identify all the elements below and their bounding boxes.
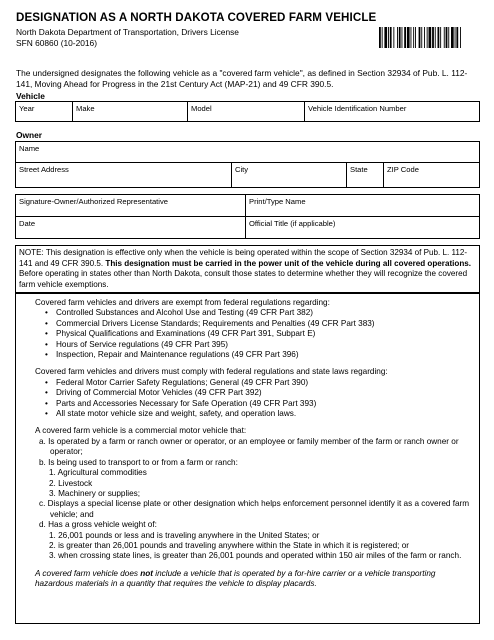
definition-b: b. Is being used to transport to or from a farm or ranch: bbox=[39, 457, 238, 467]
vehicle-vin-field[interactable]: Vehicle Identification Number bbox=[308, 104, 407, 113]
owner-street-field[interactable]: Street Address bbox=[16, 163, 232, 187]
definition-a: a. Is operated by a farm or ranch owner or operator, or an employee or family member of the farm or ranch owner or operator; bbox=[39, 436, 459, 457]
definition-c: c. Displays a special license plate or other designation which helps enforcement personnel identify it as a covered farm vehicle; and bbox=[39, 499, 470, 519]
list-item: • Federal Motor Carrier Safety Regulations; General (49 CFR Part 390) bbox=[45, 378, 473, 388]
closing-text-start: A covered farm vehicle does bbox=[35, 568, 141, 578]
list-item: • Controlled Substances and Alcohol Use and Testing (49 CFR Part 382) bbox=[45, 308, 473, 318]
list-item: • Inspection, Repair and Maintenance regulations (49 CFR Part 396) bbox=[45, 350, 473, 360]
form-number: SFN 60860 (10-2016) bbox=[16, 38, 98, 48]
closing-bold-word: not bbox=[140, 568, 154, 578]
list-item: • Commercial Drivers License Standards; Requirements and Penalties (49 CFR Part 383) bbox=[45, 319, 473, 329]
definition-d: d. Has a gross vehicle weight of: bbox=[39, 520, 157, 530]
vehicle-heading: Vehicle bbox=[16, 91, 45, 101]
print-name-field[interactable]: Print/Type Name bbox=[249, 197, 306, 206]
list-item: 3. when crossing state lines, is greater than 26,001 pounds and operated within 150 air miles of the farm or ranch. bbox=[49, 551, 462, 561]
list-item: 2. Livestock bbox=[49, 478, 93, 488]
note-box bbox=[15, 245, 480, 293]
vehicle-year-field[interactable]: Year bbox=[16, 102, 73, 121]
vehicle-make-field[interactable]: Make bbox=[73, 102, 188, 121]
list-item: 2. is greater than 26,001 pounds and traveling anywhere within the State in which it is registered; or bbox=[49, 540, 410, 550]
list-item: • Physical Qualifications and Examinations (49 CFR Part 391, Subpart E) bbox=[45, 329, 473, 339]
list-item: • Hours of Service regulations (49 CFR Part 395) bbox=[45, 340, 473, 350]
owner-zip-field[interactable]: ZIP Code bbox=[387, 165, 419, 174]
info-box bbox=[15, 293, 480, 624]
exempt-intro: Covered farm vehicles and drivers are exempt from federal regulations regarding: bbox=[35, 298, 330, 307]
department-name: North Dakota Department of Transportation, Drivers License bbox=[16, 27, 239, 37]
comply-intro: Covered farm vehicles and drivers must comply with federal regulations and state laws regarding: bbox=[35, 367, 388, 377]
definition-d-list bbox=[39, 531, 473, 562]
note-bold-text: This designation must be carried in the power unit of the vehicle during all covered operations. bbox=[105, 258, 472, 268]
definition-list bbox=[35, 437, 473, 562]
owner-table bbox=[15, 141, 480, 188]
closing-text-end: include a vehicle that is operated by a for-hire carrier or a vehicle transporting hazardous materials in a quantity that requires the vehicle to display placards. bbox=[35, 568, 436, 589]
owner-city-field[interactable]: City bbox=[232, 163, 347, 187]
note-text-end: Before operating in states other than North Dakota, consult those states to determine whether they will recognize the covered farm vehicle exemptions. bbox=[19, 269, 468, 289]
list-item: 1. Agricultural commodities bbox=[49, 468, 147, 478]
official-title-field[interactable]: Official Title (if applicable) bbox=[249, 219, 336, 228]
definition-intro: A covered farm vehicle is a commercial motor vehicle that: bbox=[35, 426, 247, 436]
form-title: DESIGNATION AS A NORTH DAKOTA COVERED FARM VEHICLE bbox=[16, 11, 377, 24]
owner-name-field[interactable]: Name bbox=[19, 144, 40, 153]
date-field[interactable]: Date bbox=[16, 217, 246, 238]
owner-state-field[interactable]: State bbox=[347, 163, 384, 187]
exempt-list bbox=[35, 308, 473, 360]
list-item: • Driving of Commercial Motor Vehicles (49 CFR Part 392) bbox=[45, 388, 473, 398]
vehicle-table bbox=[15, 101, 480, 122]
list-item: 3. Machinery or supplies; bbox=[49, 488, 141, 498]
barcode-image bbox=[379, 27, 479, 48]
signature-field[interactable]: Signature-Owner/Authorized Representative bbox=[16, 195, 246, 216]
comply-list bbox=[35, 378, 473, 420]
closing-text bbox=[35, 569, 473, 590]
list-item: • All state motor vehicle size and weight, safety, and operation laws. bbox=[45, 409, 473, 419]
definition-b-list bbox=[39, 468, 473, 499]
signature-table bbox=[15, 194, 480, 239]
intro-text: The undersigned designates the following vehicle as a "covered farm vehicle", as defined in Section 32934 of Pub. L. 112-141, Moving Ahead for Progress in the 21st Century Act (MAP-21) and 49 CFR 390.5. bbox=[16, 68, 468, 89]
list-item: 1. 26,001 pounds or less and is traveling anywhere in the United States; or bbox=[49, 530, 320, 540]
owner-heading: Owner bbox=[16, 130, 43, 140]
list-item: • Parts and Accessories Necessary for Safe Operation (49 CFR Part 393) bbox=[45, 399, 473, 409]
vehicle-model-field[interactable]: Model bbox=[188, 102, 305, 121]
note-text: NOTE: This designation is effective only when the vehicle is being operated within the scope of Section 32934 of Pub. L. 112-141 and 49 CFR 390.5. bbox=[19, 248, 468, 268]
